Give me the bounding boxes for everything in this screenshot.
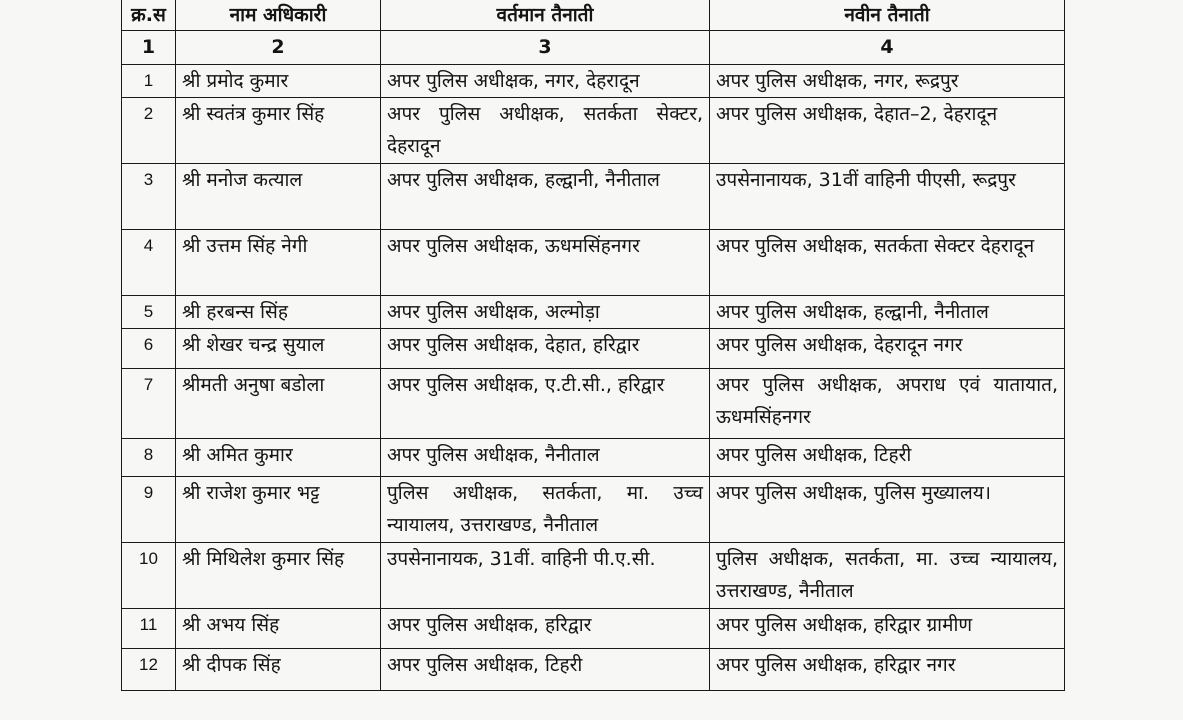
table-row	[122, 296, 1065, 329]
column-number-row	[122, 31, 1065, 65]
new-posting: अपर पुलिस अधीक्षक, हरिद्वार नगर	[710, 649, 1065, 691]
current-posting: उपसेनानायक, 31वीं. वाहिनी पी.ए.सी.	[381, 543, 710, 609]
table-row	[122, 329, 1065, 369]
table-row	[122, 65, 1065, 98]
table-row	[122, 230, 1065, 296]
serial-number: 10	[122, 543, 176, 609]
serial-number: 9	[122, 477, 176, 543]
serial-number: 4	[122, 230, 176, 296]
current-posting: पुलिस अधीक्षक, सतर्कता, मा. उच्च न्यायालय, उत्तराखण्ड, नैनीताल	[381, 477, 710, 543]
serial-number: 6	[122, 329, 176, 369]
serial-number: 2	[122, 98, 176, 164]
table-row	[122, 609, 1065, 649]
column-number: 3	[381, 31, 710, 65]
table-row	[122, 98, 1065, 164]
header-current-posting: वर्तमान तैनाती	[381, 0, 710, 31]
new-posting: अपर पुलिस अधीक्षक, हरिद्वार ग्रामीण	[710, 609, 1065, 649]
new-posting: अपर पुलिस अधीक्षक, सतर्कता सेक्टर देहरादून	[710, 230, 1065, 296]
new-posting: उपसेनानायक, 31वीं वाहिनी पीएसी, रूद्रपुर	[710, 164, 1065, 230]
serial-number: 5	[122, 296, 176, 329]
serial-number: 3	[122, 164, 176, 230]
officer-name: श्री अमित कुमार	[176, 439, 381, 477]
current-posting: अपर पुलिस अधीक्षक, नैनीताल	[381, 439, 710, 477]
table-row	[122, 369, 1065, 439]
serial-number: 12	[122, 649, 176, 691]
column-number: 4	[710, 31, 1065, 65]
officer-name: श्री प्रमोद कुमार	[176, 65, 381, 98]
header-row	[122, 0, 1065, 31]
new-posting: अपर पुलिस अधीक्षक, अपराध एवं यातायात, ऊधमसिंहनगर	[710, 369, 1065, 439]
current-posting: अपर पुलिस अधीक्षक, ए.टी.सी., हरिद्वार	[381, 369, 710, 439]
officer-name: श्री उत्तम सिंह नेगी	[176, 230, 381, 296]
new-posting: पुलिस अधीक्षक, सतर्कता, मा. उच्च न्यायालय, उत्तराखण्ड, नैनीताल	[710, 543, 1065, 609]
table-row	[122, 543, 1065, 609]
officer-name: श्री मिथिलेश कुमार सिंह	[176, 543, 381, 609]
table-row	[122, 164, 1065, 230]
serial-number: 1	[122, 65, 176, 98]
column-number: 2	[176, 31, 381, 65]
table-row	[122, 649, 1065, 691]
officer-name: श्री राजेश कुमार भट्ट	[176, 477, 381, 543]
header-new-posting: नवीन तैनाती	[710, 0, 1065, 31]
table-row	[122, 439, 1065, 477]
officer-name: श्री शेखर चन्द्र सुयाल	[176, 329, 381, 369]
new-posting: अपर पुलिस अधीक्षक, देहात–2, देहरादून	[710, 98, 1065, 164]
officer-name: श्री अभय सिंह	[176, 609, 381, 649]
officer-name: श्री हरबन्स सिंह	[176, 296, 381, 329]
current-posting: अपर पुलिस अधीक्षक, टिहरी	[381, 649, 710, 691]
officer-name: श्री मनोज कत्याल	[176, 164, 381, 230]
current-posting: अपर पुलिस अधीक्षक, हरिद्वार	[381, 609, 710, 649]
officer-name: श्री स्वतंत्र कुमार सिंह	[176, 98, 381, 164]
new-posting: अपर पुलिस अधीक्षक, हल्द्वानी, नैनीताल	[710, 296, 1065, 329]
new-posting: अपर पुलिस अधीक्षक, देहरादून नगर	[710, 329, 1065, 369]
new-posting: अपर पुलिस अधीक्षक, नगर, रूद्रपुर	[710, 65, 1065, 98]
officer-name: श्री दीपक सिंह	[176, 649, 381, 691]
officer-name: श्रीमती अनुषा बडोला	[176, 369, 381, 439]
header-serial: क्र.स	[122, 0, 176, 31]
new-posting: अपर पुलिस अधीक्षक, पुलिस मुख्यालय।	[710, 477, 1065, 543]
current-posting: अपर पुलिस अधीक्षक, देहात, हरिद्वार	[381, 329, 710, 369]
serial-number: 8	[122, 439, 176, 477]
column-number: 1	[122, 31, 176, 65]
serial-number: 7	[122, 369, 176, 439]
new-posting: अपर पुलिस अधीक्षक, टिहरी	[710, 439, 1065, 477]
transfer-table	[121, 0, 1065, 691]
serial-number: 11	[122, 609, 176, 649]
current-posting: अपर पुलिस अधीक्षक, सतर्कता सेक्टर, देहरादून	[381, 98, 710, 164]
current-posting: अपर पुलिस अधीक्षक, ऊधमसिंहनगर	[381, 230, 710, 296]
current-posting: अपर पुलिस अधीक्षक, हल्द्वानी, नैनीताल	[381, 164, 710, 230]
current-posting: अपर पुलिस अधीक्षक, अल्मोड़ा	[381, 296, 710, 329]
header-officer-name: नाम अधिकारी	[176, 0, 381, 31]
current-posting: अपर पुलिस अधीक्षक, नगर, देहरादून	[381, 65, 710, 98]
table-row	[122, 477, 1065, 543]
